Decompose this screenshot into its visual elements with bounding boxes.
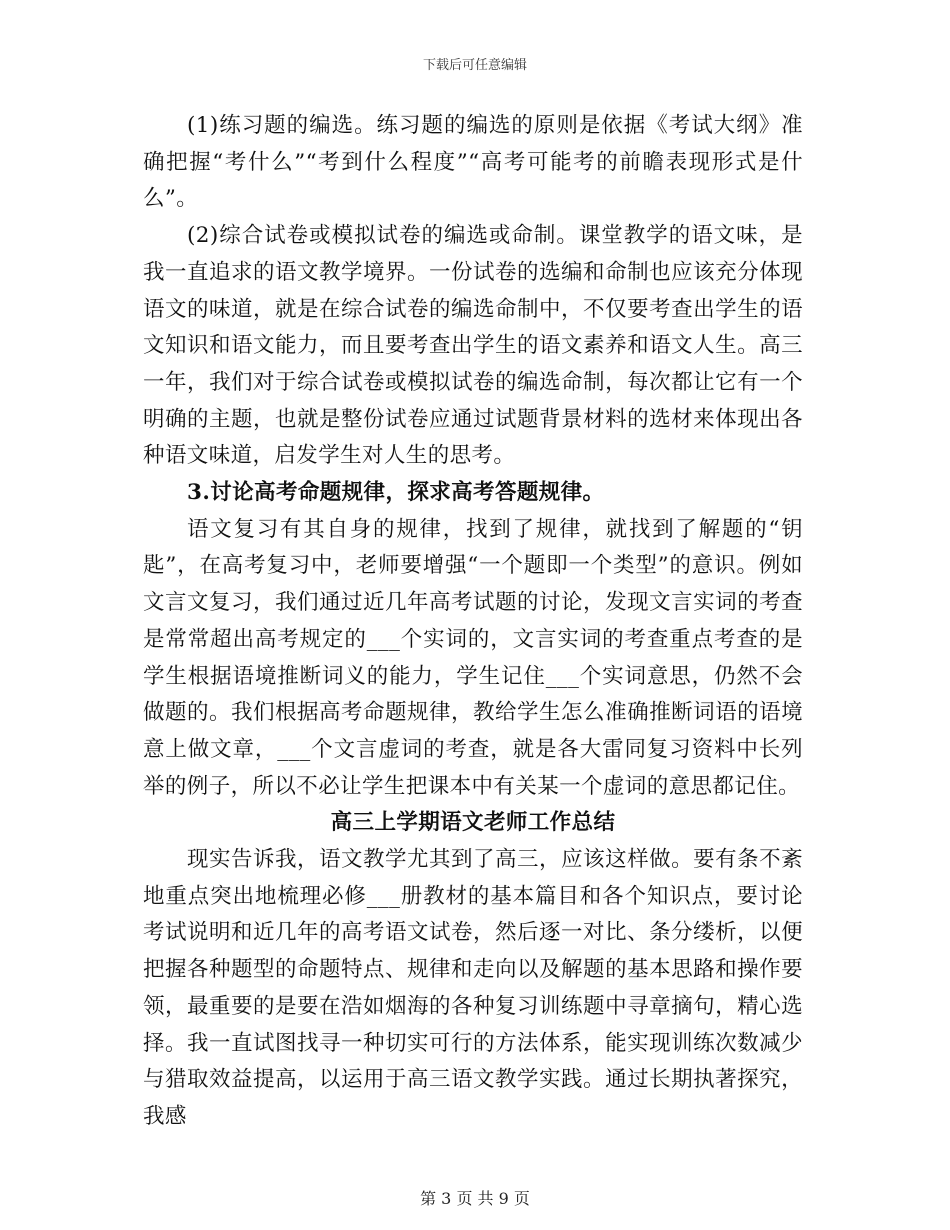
page-header: 下载后可任意编辑 (422, 58, 527, 73)
paragraph-test-paper-compilation: (2)综合试卷或模拟试卷的编选或命制。课堂教学的语文味，是我一直追求的语文教学境界。一份试卷的选编和命制也应该充分体现语文的味道，就是在综合试卷的编选命制中，不仅要考查出学生的语文知识和语文能力，而且要考查出学生的语文素养和语文人生。高三一年，我们对于综合试卷或模拟试卷的编选命制，每次都让它有一个明确的主题，也就是整份试卷应通过试题背景材料的选材来体现出各种语文味道，启发学生对人生的思考。 (143, 223, 803, 469)
document-title: 高三上学期语文老师工作总结 (330, 810, 616, 836)
paragraph-exercise-selection: (1)练习题的编选。练习题的编选的原则是依据《考试大纲》准确把握“考什么”“考到什么程度”“高考可能考的前瞻表现形式是什么”。 (143, 113, 803, 212)
section-heading-3: 3.讨论高考命题规律，探求高考答题规律。 (187, 480, 605, 506)
paragraph-review-rules: 语文复习有其自身的规律，找到了规律，就找到了解题的“钥匙”，在高考复习中，老师要增强“一个题即一个类型”的意识。例如文言文复习，我们通过近几年高考试题的讨论，发现文言实词的考查是常常超出高考规定的___个实词的，文言实词的考查重点考查的是学生根据语境推断词义的能力，学生记住___个实词意思，仍然不会做题的。我们根据高考命题规律，教给学生怎么准确推断词语的语境意上做文章，___个文言虚词的考查，就是各大雷同复习资料中长列举的例子，所以不必让学生把课本中有关某一个虚词的意思都记住。 (143, 516, 803, 799)
page-number: 第 3 页 共 9 页 (420, 1189, 530, 1208)
document-body (143, 108, 803, 1136)
paragraph-summary-intro: 现实告诉我，语文教学尤其到了高三，应该这样做。要有条不紊地重点突出地梳理必修___册教材的基本篇目和各个知识点，要讨论考试说明和近几年的高考语文试卷，然后逐一对比、条分缕析，以便把握各种题型的命题特点、规律和走向以及解题的基本思路和操作要领，最重要的是要在浩如烟海的各种复习训练题中寻章摘句，精心选择。我一直试图找寻一种切实可行的方法体系，能实现训练次数减少与猎取效益提高，以运用于高三语文教学实践。通过长期执著探究，我感 (143, 847, 803, 1129)
